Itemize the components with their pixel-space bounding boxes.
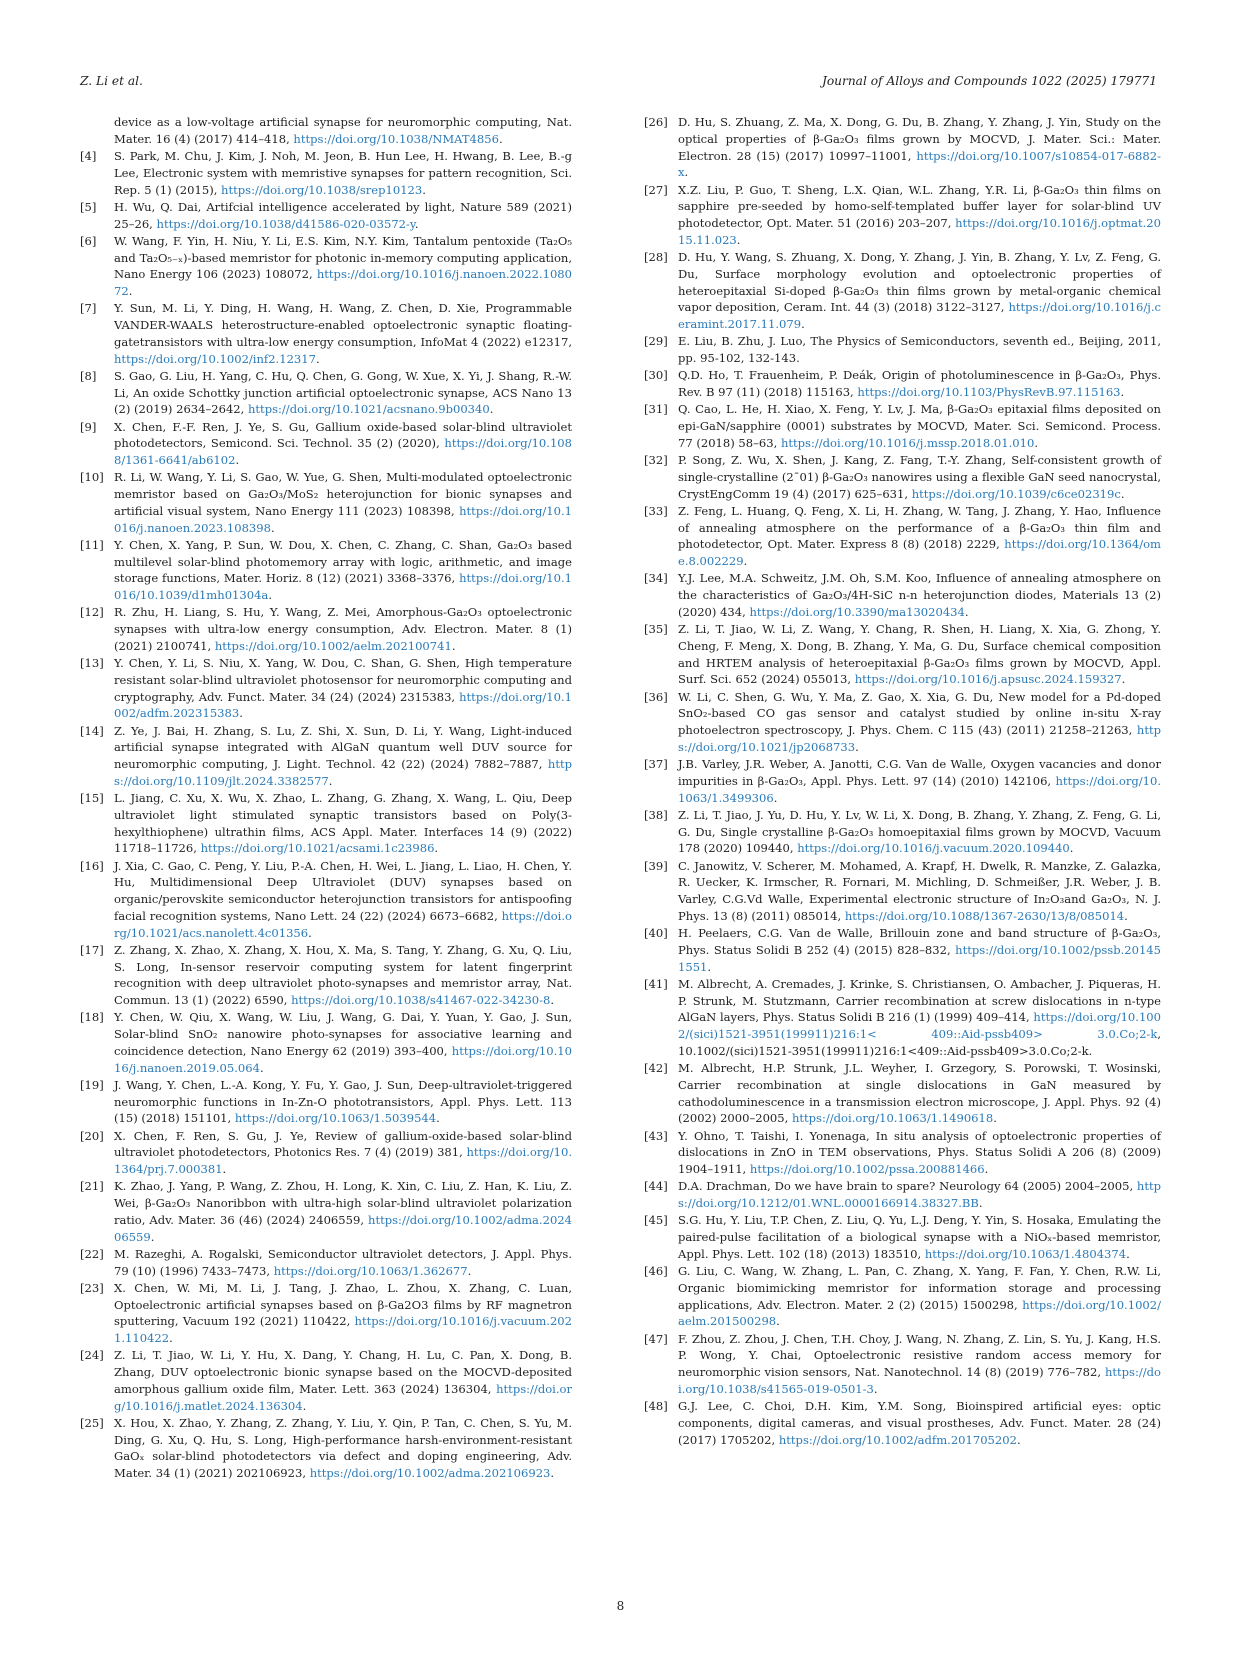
doi-link[interactable]: https://doi.org/10.1021/acsami.1c23986: [200, 841, 435, 856]
reference-entry: [644, 1398, 1161, 1448]
reference-number: [23]: [80, 1280, 104, 1295]
page-number: 8: [616, 1599, 625, 1613]
doi-link[interactable]: https://doi.org/10.1021/jp2068733: [678, 723, 1161, 754]
reference-tail: .: [268, 588, 272, 602]
doi-link[interactable]: https://doi.org/10.1002/aelm.201500298: [678, 1297, 1161, 1329]
reference-entry: [644, 1212, 1161, 1262]
doi-link[interactable]: https://doi.org/10.1002/adma.202406559: [114, 1212, 572, 1244]
reference-text: F. Zhou, Z. Zhou, J. Chen, T.H. Choy, J. Wang, N. Zhang, Z. Lin, S. Yu, J. Kang, H.S. P. Wong, Y. Chai, Optoelectronic resistive random access memory for neuromorphic vision sensors, Nat. Nanotechnol. 14 (8) (2019) 776–782,: [678, 1331, 1161, 1379]
reference-tail: .: [550, 993, 555, 1007]
doi-link[interactable]: https://doi.org/10.1063/1.1490618: [791, 1111, 994, 1126]
reference-number: [33]: [644, 503, 668, 518]
reference-tail: .: [308, 925, 312, 940]
reference-entry: [80, 1178, 572, 1245]
reference-number: [10]: [80, 470, 104, 485]
reference-tail: .: [150, 1229, 155, 1244]
running-authors: Z. Li et al.: [80, 74, 143, 88]
doi-link[interactable]: https://doi.org/10.1039/c6ce02319c: [911, 486, 1121, 501]
reference-number: [45]: [644, 1213, 668, 1228]
reference-text: D. Hu, Y. Wang, S. Zhuang, X. Dong, Y. Zhang, J. Yin, B. Zhang, Y. Lv, Z. Feng, G. Du, Surface morphology evolution and optoelectronic properties of heteroepitaxial Si-doped β-Ga₂O₃ thin films grown by metal-organic chemical vapor deposition, Ceram. Int. 44 (3) (2018) 3122–3127,: [678, 250, 1161, 315]
doi-link[interactable]: https://doi.org/10.1038/s41467-022-34230-8: [291, 993, 551, 1007]
doi-link[interactable]: https://doi.org/10.1038/srep10123: [221, 182, 423, 197]
reference-tail: .: [489, 402, 494, 417]
reference-entry: [644, 114, 1161, 181]
reference-tail: .: [855, 739, 859, 754]
reference-text: H. Peelaers, C.G. Van de Walle, Brillouin zone and band structure of β-Ga₂O₃, Phys. Status Solidi B 252 (4) (2015) 828–832,: [678, 926, 1161, 957]
reference-text: W. Li, C. Shen, G. Wu, Y. Ma, Z. Gao, X. Xia, G. Du, New model for a Pd-doped SnO₂-based CO gas sensor and catalyst studied by online in-situ X-ray photoelectron spectroscopy, J. Phys. Chem. C 115 (43) (2011) 21258–21263,: [678, 689, 1161, 737]
reference-text: X. Chen, F.-F. Ren, J. Ye, S. Gu, Gallium oxide-based solar-blind ultraviolet photodetectors, Semicond. Sci. Technol. 35 (2) (2020),: [114, 419, 572, 451]
reference-number: [44]: [644, 1179, 668, 1194]
reference-text: X. Hou, X. Zhao, Y. Zhang, Z. Zhang, Y. Liu, Y. Qin, P. Tan, C. Chen, S. Yu, M. Ding, G. Xu, Q. Hu, S. Long, High-performance harsh-environment-resistant GaOₓ solar-blind photodetectors via defect and doping engineering, Adv. Mater. 34 (1) (2021) 202106923,: [114, 1415, 572, 1480]
reference-tail: .: [776, 1314, 780, 1329]
doi-link[interactable]: https://doi.org/10.1016/j.nanoen.2019.05.064: [114, 1043, 572, 1075]
reference-text: M. Albrecht, H.P. Strunk, J.L. Weyher, I. Grzegory, S. Porowski, T. Wosinski, Carrier recombination at single dislocations in GaN measured by cathodoluminescence in a transmission electron microscope, J. Appl. Phys. 92 (4) (2002) 2000–2005,: [678, 1061, 1161, 1126]
reference-tail: .: [436, 1111, 440, 1126]
reference-entry: [80, 114, 572, 148]
reference-number: [41]: [644, 976, 668, 991]
reference-entry: [80, 300, 572, 367]
reference-number: [21]: [80, 1179, 104, 1194]
reference-entry: [80, 1009, 572, 1076]
reference-entry: [644, 570, 1161, 620]
reference-entry: [80, 1347, 572, 1414]
reference-number: [36]: [644, 689, 668, 704]
doi-link[interactable]: https://doi.org/10.1016/j.ceramint.2017.11.079: [678, 300, 1161, 331]
reference-text: J. Wang, Y. Chen, L.-A. Kong, Y. Fu, Y. Gao, J. Sun, Deep-ultraviolet-triggered neuromorphic functions in In-Zn-O phototransistors, Appl. Phys. Lett. 113 (15) (2018) 151101,: [114, 1077, 572, 1126]
reference-text: D.A. Drachman, Do we have brain to spare? Neurology 64 (2005) 2004–2005,: [678, 1179, 1137, 1194]
reference-text: J.B. Varley, J.R. Weber, A. Janotti, C.G. Van de Walle, Oxygen vacancies and donor impurities in β-Ga₂O₃, Appl. Phys. Lett. 97 (14) (2010) 142106,: [678, 757, 1161, 788]
reference-number: [30]: [644, 368, 668, 383]
reference-text: Z. Li, T. Jiao, W. Li, Y. Hu, X. Dang, Y. Chang, H. Lu, C. Pan, X. Dong, B. Zhang, DUV optoelectronic bionic synapse based on the MOCVD-deposited amorphous gallium oxide film, Mater. Lett. 363 (2024) 136304,: [114, 1348, 572, 1396]
doi-link[interactable]: https://doi.org/10.1016/j.vacuum.2020.109440: [797, 841, 1070, 856]
reference-entry: [644, 976, 1161, 1060]
doi-link[interactable]: https://doi.org/10.1088/1361-6641/ab6102: [114, 436, 572, 467]
references-left-column: [80, 114, 572, 1482]
reference-number: [18]: [80, 1010, 104, 1025]
reference-number: [38]: [644, 807, 668, 822]
reference-number: [27]: [644, 182, 668, 197]
doi-link[interactable]: https://doi.org/10.1007/s10854-017-6882-x: [678, 148, 1161, 180]
reference-entry: [644, 756, 1161, 806]
reference-entry: [644, 807, 1161, 857]
reference-tail: .: [259, 1060, 264, 1075]
reference-entry: [80, 1280, 572, 1347]
doi-link[interactable]: https://doi.org/10.1002/pssb.201451551: [678, 942, 1161, 974]
reference-tail: .: [550, 1466, 555, 1480]
reference-tail: .: [1126, 1246, 1130, 1261]
reference-entry: [644, 503, 1161, 570]
reference-tail: .: [978, 1196, 983, 1210]
reference-tail: .: [873, 1381, 878, 1396]
reference-number: [43]: [644, 1128, 668, 1143]
reference-text: Y. Chen, Y. Li, S. Niu, X. Yang, W. Dou, C. Shan, G. Shen, High temperature resistant solar-blind ultraviolet photosensor for neuromorphic computing and cryptography, Adv. Funct. Mater. 34 (24) (2024) 2315383,: [114, 656, 572, 704]
doi-link[interactable]: https://doi.org/10.1002/adfm.201705202: [778, 1432, 1017, 1447]
reference-tail: .: [422, 182, 426, 197]
reference-number: [35]: [644, 622, 668, 636]
doi-link[interactable]: https://doi.org/10.1016/j.matlet.2024.136304: [114, 1381, 572, 1413]
doi-link[interactable]: https://doi.org/10.1038/d41586-020-03572-y: [156, 216, 415, 231]
reference-entry: [80, 368, 572, 418]
reference-number: [26]: [644, 115, 668, 129]
doi-link[interactable]: https://doi.org/10.1038/NMAT4856: [293, 131, 499, 146]
reference-tail: .: [707, 959, 712, 974]
reference-text: K. Zhao, J. Yang, P. Wang, Z. Zhou, H. Long, K. Xin, C. Liu, Z. Han, K. Liu, Z. Wei, β-Ga₂O₃ Nanoribbon with ultra-high solar-blind ultraviolet polarization ratio, Adv. Mater. 36 (46) (2024) 2406559,: [114, 1179, 572, 1227]
doi-link[interactable]: https://doi.org/10.1088/1367-2630/13/8/085014: [844, 908, 1125, 923]
reference-entry: [80, 469, 572, 536]
reference-entry: [644, 689, 1161, 756]
reference-number: [47]: [644, 1331, 668, 1346]
reference-tail: .: [773, 790, 778, 805]
reference-tail: .: [1120, 385, 1125, 399]
reference-tail: .: [315, 351, 320, 366]
doi-link[interactable]: https://doi.org/10.1002/pssa.200881466: [749, 1162, 985, 1176]
reference-entry: [644, 1128, 1161, 1178]
reference-text: E. Liu, B. Zhu, J. Luo, The Physics of Semiconductors, seventh ed., Beijing, 2011, pp. 95-102, 132-143.: [678, 334, 1161, 365]
doi-link[interactable]: https://doi.org/10.1016/j.nanoen.2023.108398: [114, 503, 572, 535]
reference-tail: .: [1120, 486, 1125, 501]
reference-text: Z. Li, T. Jiao, J. Yu, D. Hu, Y. Lv, W. Li, X. Dong, B. Zhang, Y. Zhang, Z. Feng, G. Li, G. Du, Single crystalline β-Ga₂O₃ homoepitaxial films grown by MOCVD, Vacuum 178 (2020) 109440,: [678, 807, 1161, 856]
doi-link[interactable]: https://doi.org/10.1016/j.apsusc.2024.159327: [854, 672, 1122, 687]
reference-text: X. Chen, W. Mi, M. Li, J. Tang, J. Zhao, L. Zhou, X. Zhang, C. Luan, Optoelectronic artificial synapses based on β-Ga2O3 films by RF magnetron sputtering, Vacuum 192 (2021) 110422,: [114, 1280, 572, 1329]
doi-link[interactable]: https://doi.org/10.1016/j.mssp.2018.01.010: [780, 435, 1035, 450]
doi-link[interactable]: https://doi.org/10.1002/inf2.12317: [114, 351, 316, 366]
doi-link[interactable]: https://doi.org/10.1063/1.362677: [273, 1263, 468, 1278]
reference-number: [24]: [80, 1348, 104, 1363]
reference-entry: [80, 1246, 572, 1280]
reference-text: Y. Sun, M. Li, Y. Ding, H. Wang, H. Wang, Z. Chen, D. Xie, Programmable VANDER-WAALS heterostructure-enabled optoelectronic synaptic floating-gatetransistors with ultra-low energy consumption, InfoMat 4 (2022) e12317,: [114, 301, 572, 349]
reference-tail: .: [270, 520, 275, 535]
reference-entry: [644, 1331, 1161, 1398]
doi-link[interactable]: https://doi.org/10.1016/j.optmat.2015.11.023: [678, 216, 1161, 247]
reference-entry: [644, 858, 1161, 925]
reference-entry: [644, 621, 1161, 688]
reference-text: S. Park, M. Chu, J. Kim, J. Noh, M. Jeon, B. Hun Lee, H. Hwang, B. Lee, B.-g Lee, Electronic system with memristive synapses for pattern recognition, Sci. Rep. 5 (1) (2015),: [114, 149, 572, 197]
reference-tail: .: [1016, 1432, 1021, 1447]
reference-number: [29]: [644, 334, 668, 349]
reference-entry: [80, 1128, 572, 1178]
reference-entry: [80, 1415, 572, 1482]
doi-link[interactable]: https://doi.org/10.1063/1.5039544: [234, 1111, 437, 1126]
reference-text: L. Jiang, C. Xu, X. Wu, X. Zhao, L. Zhang, G. Zhang, X. Wang, L. Qiu, Deep ultraviolet light stimulated synaptic transistors based on Poly(3-hexylthiophene) ultrathin films, ACS Appl. Mater. Interfaces 14 (9) (2022) 11718–11726,: [114, 791, 572, 856]
reference-number: [9]: [80, 419, 97, 434]
reference-text: X. Chen, F. Ren, S. Gu, J. Ye, Review of gallium-oxide-based solar-blind ultraviolet photodetectors, Photonics Res. 7 (4) (2019) 381,: [114, 1128, 572, 1160]
reference-tail: .: [328, 773, 333, 788]
reference-entry: [644, 401, 1161, 451]
reference-entry: [80, 655, 572, 722]
reference-tail: .: [1124, 908, 1128, 923]
doi-link[interactable]: https://doi.org/10.1038/s41565-019-0501-3: [678, 1365, 1161, 1396]
reference-entry: [80, 537, 572, 604]
doi-link[interactable]: https://doi.org/10.1021/acsnano.9b00340: [247, 402, 490, 417]
reference-text: G. Liu, C. Wang, W. Zhang, L. Pan, C. Zhang, X. Yang, F. Fan, Y. Chen, R.W. Li, Organic biomimicking memristor for information storage and processing applications, Adv. Electron. Mater. 2 (2) (2015) 1500298,: [678, 1264, 1161, 1312]
doi-link[interactable]: https://doi.org/10.1002/aelm.202100741: [214, 638, 452, 653]
reference-number: [4]: [80, 149, 97, 163]
reference-number: [39]: [644, 858, 668, 873]
reference-tail: , 10.1002/(sici)1521-3951(199911)216:1<409::Aid-pssb409>3.0.Co;2-k.: [678, 1027, 1161, 1058]
reference-text: Y. Ohno, T. Taishi, I. Yonenaga, In situ analysis of optoelectronic properties of dislocations in ZnO in TEM observations, Phys. Status Solidi A 206 (8) (2009) 1904–1911,: [678, 1128, 1161, 1176]
reference-text: X.Z. Liu, P. Guo, T. Sheng, L.X. Qian, W.L. Zhang, Y.R. Li, β-Ga₂O₃ thin films on sapphire pre-seeded by homo-self-templated buffer layer for solar-blind UV photodetector, Opt. Mater. 51 (2016) 203–207,: [678, 182, 1161, 230]
reference-text: R. Li, W. Wang, Y. Li, S. Gao, W. Yue, G. Shen, Multi-modulated optoelectronic memristor based on Ga₂O₃/MoS₂ heterojunction for bionic synapses and artificial visual system, Nano Energy 111 (2023) 108398,: [114, 470, 572, 518]
reference-entry: [644, 249, 1161, 333]
doi-link[interactable]: https://doi.org/10.1016/10.1039/d1mh01304a: [114, 571, 572, 602]
reference-number: [15]: [80, 791, 104, 805]
reference-entry: [80, 790, 572, 857]
reference-number: [16]: [80, 858, 104, 873]
reference-text: device as a low-voltage artificial synapse for neuromorphic computing, Nat. Mater. 16 (4) (2017) 414–418,: [114, 115, 572, 146]
reference-tail: .: [239, 706, 243, 721]
doi-link[interactable]: https://doi.org/10.1002/(sici)1521-3951(199911)216:1< 409::Aid-pssb409> 3.0.Co;2-k: [678, 1010, 1161, 1041]
reference-number: [14]: [80, 723, 104, 738]
reference-tail: .: [684, 165, 689, 180]
reference-text: D. Hu, S. Zhuang, Z. Ma, X. Dong, G. Du, B. Zhang, Y. Zhang, J. Yin, Study on the optical properties of β-Ga₂O₃ films grown by MOCVD, J. Mater. Sci.: Mater. Electron. 28 (15) (2017) 10997–11001,: [678, 115, 1161, 163]
reference-number: [34]: [644, 571, 668, 586]
reference-number: [20]: [80, 1128, 104, 1143]
reference-tail: .: [736, 232, 741, 247]
doi-link[interactable]: https://doi.org/10.1364/ome.8.002229: [678, 537, 1161, 568]
reference-number: [6]: [80, 233, 97, 248]
references-right-column: [644, 114, 1161, 1449]
reference-text: Z. Feng, L. Huang, Q. Feng, X. Li, H. Zhang, W. Tang, J. Zhang, Y. Hao, Influence of annealing atmosphere on the performance of a β-Ga₂O₃ thin film and photodetector, Opt. Mater. Express 8 (8) (2018) 2229,: [678, 503, 1161, 552]
reference-number: [32]: [644, 453, 668, 467]
reference-tail: .: [801, 317, 805, 331]
reference-number: [7]: [80, 301, 97, 316]
reference-text: Y.J. Lee, M.A. Schweitz, J.M. Oh, S.M. Koo, Influence of annealing atmosphere on the characteristics of Ga₂O₃/4H-SiC n-n heterojunction diodes, Materials 13 (2) (2020) 434,: [678, 571, 1161, 619]
reference-number: [17]: [80, 942, 104, 957]
reference-number: [46]: [644, 1264, 668, 1278]
reference-text: J. Xia, C. Gao, C. Peng, Y. Liu, P.-A. Chen, H. Wei, L. Jiang, L. Liao, H. Chen, Y. Hu, Multidimensional Deep Ultraviolet (DUV) synapses based on organic/perovskite semiconductor heterojunction transistors for antispoofing facial recognition systems, Nano Lett. 24 (22) (2024) 6673–6682,: [114, 858, 572, 923]
reference-entry: [80, 723, 572, 790]
doi-link[interactable]: https://doi.org/10.1212/01.WNL.0000166914.38327.BB: [678, 1179, 1161, 1210]
reference-number: [8]: [80, 368, 97, 383]
reference-tail: .: [743, 554, 748, 568]
reference-entry: [644, 1178, 1161, 1212]
reference-number: [31]: [644, 402, 668, 417]
reference-entry: [80, 1077, 572, 1127]
reference-entry: [80, 199, 572, 233]
reference-number: [22]: [80, 1246, 104, 1261]
reference-number: [11]: [80, 537, 104, 552]
reference-entry: [644, 333, 1161, 367]
reference-entry: [644, 1060, 1161, 1127]
reference-tail: .: [222, 1162, 227, 1176]
doi-link[interactable]: https://doi.org/10.1002/adfm.202315383: [114, 689, 572, 721]
reference-tail: .: [434, 841, 439, 856]
reference-tail: .: [1069, 841, 1074, 856]
reference-number: [42]: [644, 1061, 668, 1075]
reference-text: P. Song, Z. Wu, X. Shen, J. Kang, Z. Fang, T.-Y. Zhang, Self-consistent growth of single-crystalline (2¯01) β-Ga₂O₃ nanowires using a flexible GaN seed nanocrystal, CrystEngComm 19 (4) (2017) 625–631,: [678, 453, 1161, 501]
reference-tail: .: [498, 131, 503, 146]
reference-entry: [644, 367, 1161, 401]
reference-text: H. Wu, Q. Dai, Artifcial intelligence accelerated by light, Nature 589 (2021) 25–26,: [114, 199, 572, 231]
reference-text: Q. Cao, L. He, H. Xiao, X. Feng, Y. Lv, J. Ma, β-Ga₂O₃ epitaxial films deposited on epi-GaN/sapphire (0001) substrates by MOCVD, Mater. Sci. Semicond. Process. 77 (2018) 58–63,: [678, 402, 1161, 450]
reference-number: [13]: [80, 656, 104, 670]
doi-link[interactable]: https://doi.org/10.1109/jlt.2024.3382577: [114, 757, 572, 788]
doi-link[interactable]: https://doi.org/10.1016/j.nanoen.2022.108072: [114, 267, 572, 298]
reference-number: [37]: [644, 757, 668, 771]
reference-text: Y. Chen, X. Yang, P. Sun, W. Dou, X. Chen, C. Zhang, C. Shan, Ga₂O₃ based multilevel solar-blind photomemory array with logic, arithmetic, and image storage functions, Mater. Horiz. 8 (12) (2021) 3368–3376,: [114, 537, 572, 586]
reference-text: Z. Zhang, X. Zhao, X. Zhang, X. Hou, X. Ma, S. Tang, Y. Zhang, G. Xu, Q. Liu, S. Long, In-sensor reservoir computing system for latent fingerprint recognition with deep ultraviolet photo-synapses and memristor array, Nat. Commun. 13 (1) (2022) 6590,: [114, 942, 572, 1007]
reference-text: M. Razeghi, A. Rogalski, Semiconductor ultraviolet detectors, J. Appl. Phys. 79 (10) (1996) 7433–7473,: [114, 1246, 572, 1278]
page-header: [0, 74, 1241, 96]
doi-link[interactable]: https://doi.org/10.1016/j.vacuum.2021.110422: [114, 1314, 572, 1345]
doi-link[interactable]: https://doi.org/10.1002/adma.202106923: [309, 1466, 551, 1480]
reference-entry: [80, 942, 572, 1009]
doi-link[interactable]: https://doi.org/10.1063/1.3499306: [678, 773, 1161, 805]
reference-tail: .: [467, 1263, 472, 1278]
doi-link[interactable]: https://doi.org/10.1063/1.4804374: [924, 1246, 1127, 1261]
reference-text: C. Janowitz, V. Scherer, M. Mohamed, A. Krapf, H. Dwelk, R. Manzke, Z. Galazka, R. Uecker, K. Irmscher, R. Fornari, M. Michling, D. Schmeißer, J.R. Weber, J. B. Varley, C.G.Vd Walle, Experimental electronic structure of In₂O₃and Ga₂O₃, N. J. Phys. 13 (8) (2011) 085014,: [678, 858, 1161, 923]
reference-tail: .: [128, 284, 133, 298]
reference-text: S.G. Hu, Y. Liu, T.P. Chen, Z. Liu, Q. Yu, L.J. Deng, Y. Yin, S. Hosaka, Emulating the paired-pulse facilitation of a biological synapse with a NiOₓ-based memristor, Appl. Phys. Lett. 102 (18) (2013) 183510,: [678, 1213, 1161, 1261]
reference-entry: [80, 419, 572, 469]
doi-link[interactable]: https://doi.org/10.1021/acs.nanolett.4c01356: [114, 908, 572, 940]
reference-entry: [80, 148, 572, 198]
reference-text: Z. Li, T. Jiao, W. Li, Z. Wang, Y. Chang, R. Shen, H. Liang, X. Xia, G. Zhong, Y. Cheng, F. Meng, X. Dong, B. Zhang, Y. Ma, G. Du, Surface chemical composition and HRTEM analysis of heteroepitaxial β-Ga₂O₃ films grown by MOCVD, Appl. Surf. Sci. 652 (2024) 055013,: [678, 622, 1161, 687]
reference-text: Z. Ye, J. Bai, H. Zhang, S. Lu, Z. Shi, X. Sun, D. Li, Y. Wang, Light-induced artificial synapse integrated with AlGaN quantum well DUV source for neuromorphic computing, J. Light. Technol. 42 (22) (2024) 7882–7887,: [114, 723, 572, 771]
reference-text: R. Zhu, H. Liang, S. Hu, Y. Wang, Z. Mei, Amorphous-Ga₂O₃ optoelectronic synapses with ultra-low energy consumption, Adv. Electron. Mater. 8 (1) (2021) 2100741,: [114, 605, 572, 653]
reference-number: [28]: [644, 250, 668, 264]
reference-text: Y. Chen, W. Qiu, X. Wang, W. Liu, J. Wang, G. Dai, Y. Yuan, Y. Gao, J. Sun, Solar-blind SnO₂ nanowire photo-synapses for associative learning and coincidence detection, Nano Energy 62 (2019) 393–400,: [114, 1010, 572, 1058]
doi-link[interactable]: https://doi.org/10.3390/ma13020434: [749, 604, 965, 619]
reference-entry: [644, 1263, 1161, 1330]
doi-link[interactable]: https://doi.org/10.1364/prj.7.000381: [114, 1145, 572, 1176]
reference-text: Q.D. Ho, T. Frauenheim, P. Deák, Origin of photoluminescence in β-Ga₂O₃, Phys. Rev. B 97 (11) (2018) 115163,: [678, 368, 1161, 399]
reference-text: M. Albrecht, A. Cremades, J. Krinke, S. Christiansen, O. Ambacher, J. Piqueras, H. P. Strunk, M. Stutzmann, Carrier recombination at screw dislocations in n-type AlGaN layers, Phys. Status Solidi B 216 (1) (1999) 409–414,: [678, 976, 1161, 1025]
reference-entry: [644, 452, 1161, 502]
reference-entry: [644, 182, 1161, 249]
reference-tail: .: [169, 1331, 173, 1345]
reference-tail: .: [302, 1398, 307, 1413]
reference-number: [5]: [80, 199, 97, 214]
reference-tail: .: [414, 216, 419, 231]
reference-text: W. Wang, F. Yin, H. Niu, Y. Li, E.S. Kim, N.Y. Kim, Tantalum pentoxide (Ta₂O₅ and Ta₂O₅₋ₓ)-based memristor for photonic in-memory computing application, Nano Energy 106 (2023) 108072,: [114, 233, 572, 282]
reference-number: [12]: [80, 605, 104, 620]
reference-tail: .: [451, 638, 456, 653]
reference-number: [25]: [80, 1415, 104, 1430]
reference-number: [19]: [80, 1077, 104, 1092]
reference-entry: [80, 604, 572, 654]
reference-tail: .: [993, 1111, 997, 1126]
reference-text: S. Gao, G. Liu, H. Yang, C. Hu, Q. Chen, G. Gong, W. Xue, X. Yi, J. Shang, R.-W. Li, An oxide Schottky junction artificial optoelectronic synapse, ACS Nano 13 (2) (2019) 2634–2642,: [114, 368, 572, 417]
reference-tail: .: [1121, 672, 1126, 687]
reference-number: [40]: [644, 926, 668, 940]
reference-entry: [80, 858, 572, 942]
doi-link[interactable]: https://doi.org/10.1103/PhysRevB.97.115163: [857, 385, 1121, 399]
reference-tail: .: [964, 604, 969, 619]
reference-tail: .: [984, 1162, 989, 1176]
reference-number: [48]: [644, 1399, 668, 1413]
reference-entry: [644, 925, 1161, 975]
running-journal: Journal of Alloys and Compounds 1022 (2025) 179771: [821, 74, 1157, 88]
reference-tail: .: [1034, 435, 1038, 450]
reference-entry: [80, 233, 572, 300]
reference-text: G.J. Lee, C. Choi, D.H. Kim, Y.M. Song, Bioinspired artificial eyes: optic components, digital cameras, and visual prostheses, Adv. Funct. Mater. 28 (24) (2017) 1705202,: [678, 1399, 1161, 1447]
reference-tail: .: [235, 453, 240, 467]
